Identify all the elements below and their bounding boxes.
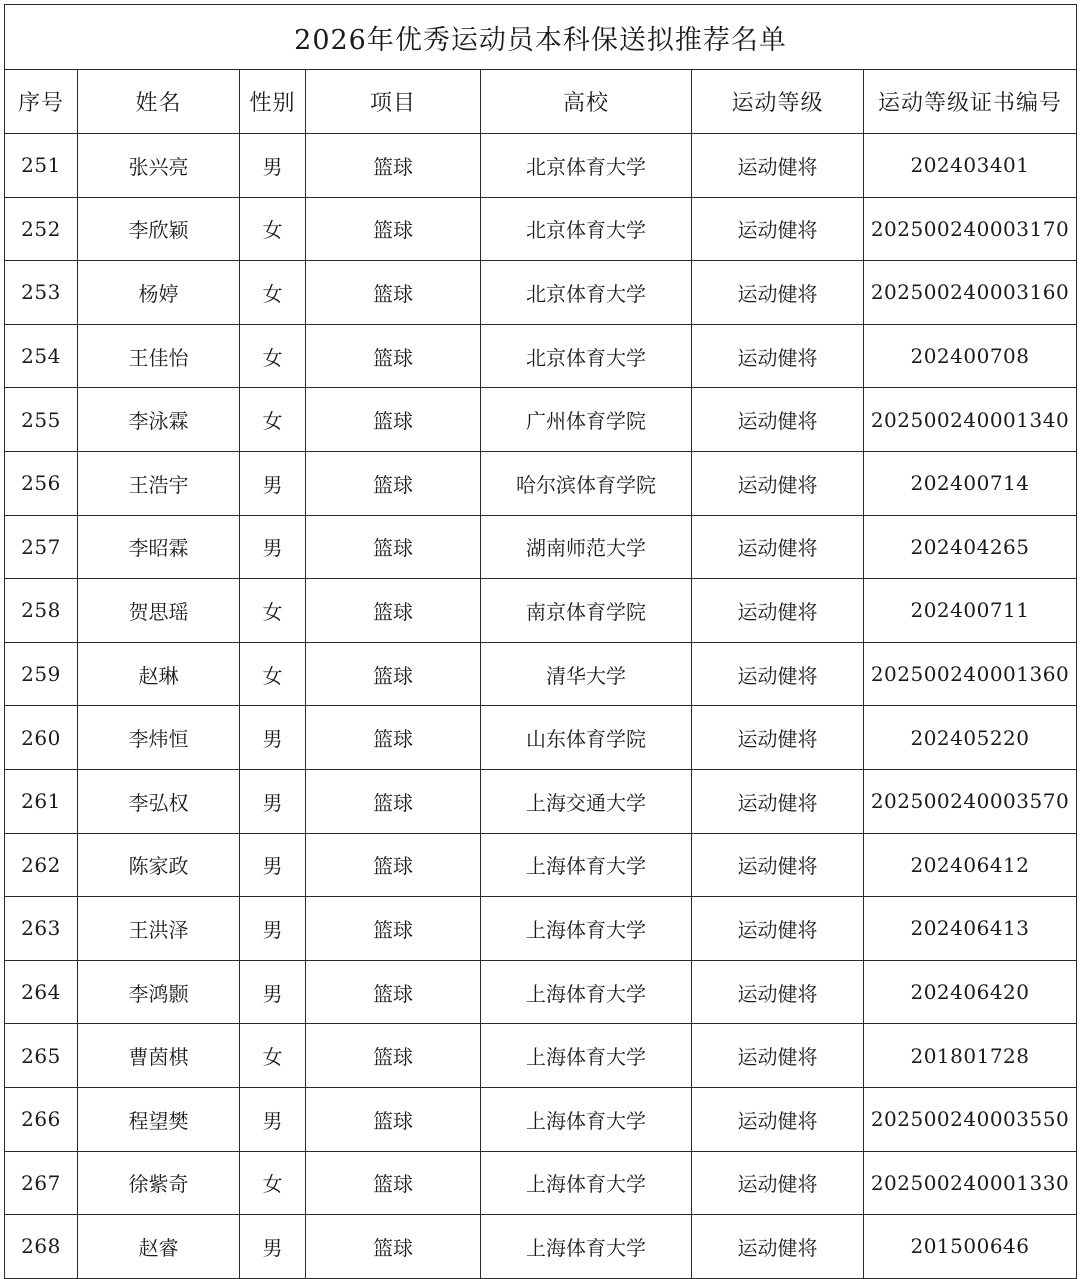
cell-certificate: 202500240001330: [864, 1151, 1077, 1215]
cell-index: 260: [5, 706, 78, 770]
cell-certificate: 202400714: [864, 451, 1077, 515]
cell-level: 运动健将: [692, 706, 864, 770]
cell-gender: 男: [240, 833, 306, 897]
cell-certificate: 202500240001360: [864, 642, 1077, 706]
column-header-level: 运动等级: [692, 70, 864, 134]
cell-index: 257: [5, 515, 78, 579]
cell-certificate: 201500646: [864, 1215, 1077, 1279]
cell-certificate: 202406420: [864, 960, 1077, 1024]
cell-sport: 篮球: [306, 261, 481, 325]
cell-gender: 女: [240, 1024, 306, 1088]
cell-level: 运动健将: [692, 960, 864, 1024]
table-row: [5, 324, 1077, 388]
cell-sport: 篮球: [306, 897, 481, 961]
table-row: [5, 388, 1077, 452]
cell-sport: 篮球: [306, 515, 481, 579]
column-header-gender: 性别: [240, 70, 306, 134]
cell-university: 南京体育学院: [481, 579, 692, 643]
cell-university: 上海体育大学: [481, 1024, 692, 1088]
cell-university: 山东体育学院: [481, 706, 692, 770]
cell-index: 262: [5, 833, 78, 897]
cell-gender: 男: [240, 515, 306, 579]
cell-index: 256: [5, 451, 78, 515]
cell-level: 运动健将: [692, 897, 864, 961]
cell-university: 上海体育大学: [481, 897, 692, 961]
table-row: [5, 960, 1077, 1024]
cell-sport: 篮球: [306, 1087, 481, 1151]
cell-gender: 女: [240, 388, 306, 452]
cell-gender: 男: [240, 1087, 306, 1151]
cell-level: 运动健将: [692, 197, 864, 261]
cell-level: 运动健将: [692, 833, 864, 897]
cell-level: 运动健将: [692, 1024, 864, 1088]
cell-gender: 男: [240, 451, 306, 515]
cell-gender: 女: [240, 1151, 306, 1215]
cell-certificate: 202400708: [864, 324, 1077, 388]
table-row: [5, 1215, 1077, 1279]
header-row: [5, 70, 1077, 134]
table-row: [5, 197, 1077, 261]
cell-certificate: 202500240003170: [864, 197, 1077, 261]
cell-university: 清华大学: [481, 642, 692, 706]
cell-university: 上海体育大学: [481, 960, 692, 1024]
cell-index: 252: [5, 197, 78, 261]
cell-sport: 篮球: [306, 197, 481, 261]
table-body: [5, 134, 1077, 1279]
cell-index: 251: [5, 134, 78, 198]
cell-sport: 篮球: [306, 1215, 481, 1279]
cell-level: 运动健将: [692, 324, 864, 388]
cell-gender: 女: [240, 642, 306, 706]
cell-certificate: 202403401: [864, 134, 1077, 198]
cell-name: 李弘权: [78, 769, 240, 833]
cell-name: 王浩宇: [78, 451, 240, 515]
cell-index: 265: [5, 1024, 78, 1088]
cell-certificate: 202406413: [864, 897, 1077, 961]
cell-name: 王佳怡: [78, 324, 240, 388]
cell-certificate: 202500240003550: [864, 1087, 1077, 1151]
cell-university: 广州体育学院: [481, 388, 692, 452]
cell-gender: 男: [240, 706, 306, 770]
cell-sport: 篮球: [306, 642, 481, 706]
cell-level: 运动健将: [692, 388, 864, 452]
cell-university: 湖南师范大学: [481, 515, 692, 579]
table-row: [5, 579, 1077, 643]
cell-name: 程望樊: [78, 1087, 240, 1151]
cell-index: 261: [5, 769, 78, 833]
cell-university: 上海体育大学: [481, 1087, 692, 1151]
cell-name: 李鸿颢: [78, 960, 240, 1024]
cell-level: 运动健将: [692, 1215, 864, 1279]
cell-name: 王洪泽: [78, 897, 240, 961]
cell-index: 253: [5, 261, 78, 325]
cell-index: 258: [5, 579, 78, 643]
cell-gender: 女: [240, 261, 306, 325]
cell-certificate: 202405220: [864, 706, 1077, 770]
cell-index: 266: [5, 1087, 78, 1151]
cell-level: 运动健将: [692, 1151, 864, 1215]
cell-sport: 篮球: [306, 769, 481, 833]
table-row: [5, 897, 1077, 961]
cell-index: 255: [5, 388, 78, 452]
cell-certificate: 202404265: [864, 515, 1077, 579]
cell-sport: 篮球: [306, 134, 481, 198]
cell-level: 运动健将: [692, 1087, 864, 1151]
cell-sport: 篮球: [306, 706, 481, 770]
cell-name: 贺思瑶: [78, 579, 240, 643]
column-header-certificate: 运动等级证书编号: [864, 70, 1077, 134]
cell-university: 北京体育大学: [481, 324, 692, 388]
cell-sport: 篮球: [306, 388, 481, 452]
column-header-sport: 项目: [306, 70, 481, 134]
cell-level: 运动健将: [692, 261, 864, 325]
cell-university: 上海交通大学: [481, 769, 692, 833]
cell-sport: 篮球: [306, 1151, 481, 1215]
table-row: [5, 1024, 1077, 1088]
column-header-index: 序号: [5, 70, 78, 134]
cell-index: 267: [5, 1151, 78, 1215]
cell-index: 268: [5, 1215, 78, 1279]
cell-gender: 女: [240, 197, 306, 261]
cell-certificate: 202400711: [864, 579, 1077, 643]
table-row: [5, 1087, 1077, 1151]
table-row: [5, 769, 1077, 833]
cell-name: 李昭霖: [78, 515, 240, 579]
cell-certificate: 202500240003160: [864, 261, 1077, 325]
cell-university: 北京体育大学: [481, 134, 692, 198]
column-header-name: 姓名: [78, 70, 240, 134]
cell-level: 运动健将: [692, 642, 864, 706]
cell-sport: 篮球: [306, 833, 481, 897]
cell-gender: 男: [240, 769, 306, 833]
cell-name: 赵睿: [78, 1215, 240, 1279]
cell-name: 陈家政: [78, 833, 240, 897]
table-row: [5, 833, 1077, 897]
cell-certificate: 201801728: [864, 1024, 1077, 1088]
cell-name: 杨婷: [78, 261, 240, 325]
cell-university: 上海体育大学: [481, 1151, 692, 1215]
cell-university: 哈尔滨体育学院: [481, 451, 692, 515]
table-row: [5, 706, 1077, 770]
table-row: [5, 1151, 1077, 1215]
cell-name: 李欣颖: [78, 197, 240, 261]
cell-certificate: 202500240001340: [864, 388, 1077, 452]
cell-gender: 男: [240, 134, 306, 198]
cell-name: 徐紫奇: [78, 1151, 240, 1215]
cell-index: 254: [5, 324, 78, 388]
cell-level: 运动健将: [692, 515, 864, 579]
cell-gender: 女: [240, 579, 306, 643]
table-row: [5, 134, 1077, 198]
table-row: [5, 261, 1077, 325]
cell-index: 264: [5, 960, 78, 1024]
table-row: [5, 642, 1077, 706]
cell-name: 赵琳: [78, 642, 240, 706]
cell-name: 张兴亮: [78, 134, 240, 198]
cell-gender: 女: [240, 324, 306, 388]
cell-sport: 篮球: [306, 579, 481, 643]
cell-level: 运动健将: [692, 451, 864, 515]
cell-gender: 男: [240, 897, 306, 961]
document-sheet: [4, 4, 1076, 1275]
table-title: 2026年优秀运动员本科保送拟推荐名单: [5, 5, 1077, 70]
cell-sport: 篮球: [306, 1024, 481, 1088]
cell-name: 曹茵棋: [78, 1024, 240, 1088]
cell-index: 263: [5, 897, 78, 961]
cell-university: 上海体育大学: [481, 833, 692, 897]
cell-level: 运动健将: [692, 579, 864, 643]
cell-certificate: 202406412: [864, 833, 1077, 897]
table-row: [5, 451, 1077, 515]
cell-gender: 男: [240, 1215, 306, 1279]
cell-name: 李泳霖: [78, 388, 240, 452]
cell-university: 北京体育大学: [481, 261, 692, 325]
table-row: [5, 515, 1077, 579]
cell-university: 北京体育大学: [481, 197, 692, 261]
recommendation-table: [4, 4, 1077, 1279]
cell-gender: 男: [240, 960, 306, 1024]
cell-university: 上海体育大学: [481, 1215, 692, 1279]
cell-certificate: 202500240003570: [864, 769, 1077, 833]
cell-sport: 篮球: [306, 960, 481, 1024]
cell-index: 259: [5, 642, 78, 706]
column-header-university: 高校: [481, 70, 692, 134]
cell-name: 李炜恒: [78, 706, 240, 770]
cell-level: 运动健将: [692, 134, 864, 198]
cell-sport: 篮球: [306, 324, 481, 388]
cell-sport: 篮球: [306, 451, 481, 515]
cell-level: 运动健将: [692, 769, 864, 833]
